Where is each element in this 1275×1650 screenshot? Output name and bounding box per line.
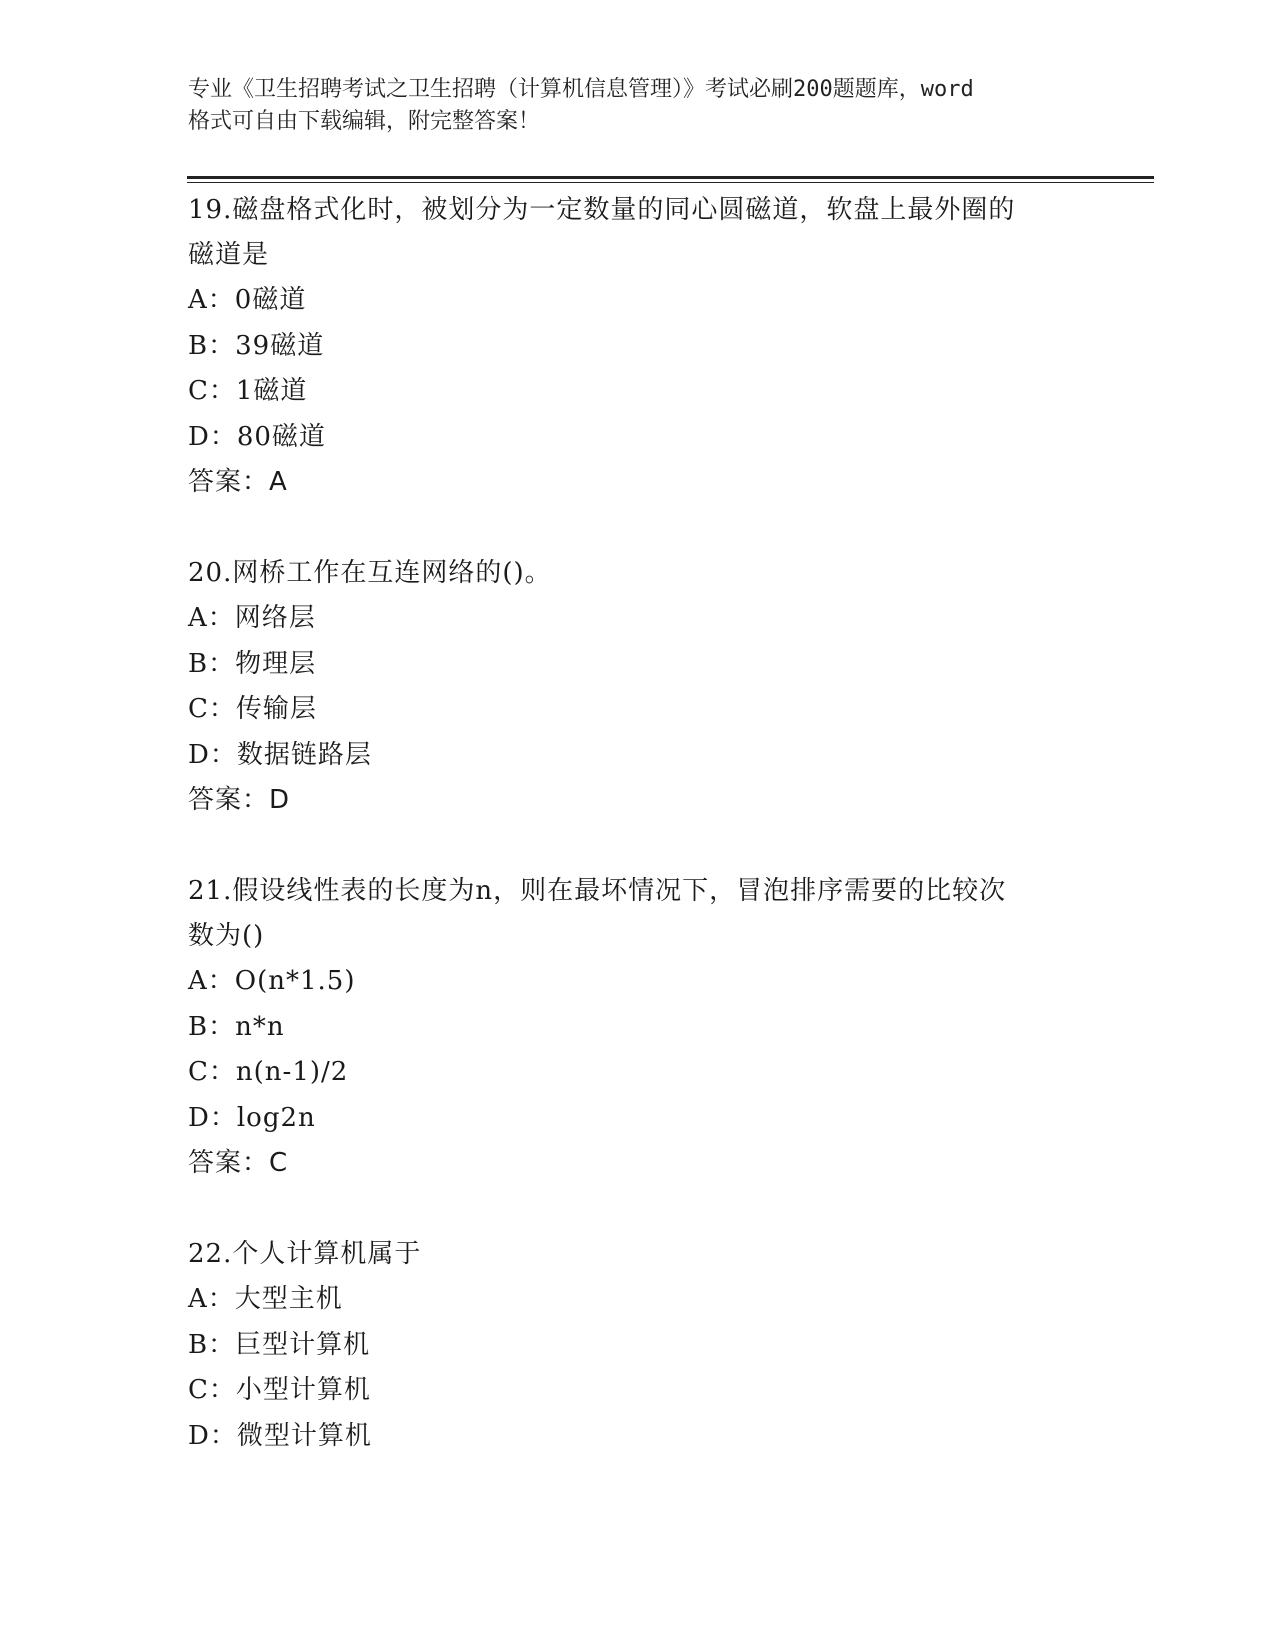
question-20 bbox=[188, 551, 1088, 823]
answer-line: 答案：D bbox=[188, 785, 291, 815]
option-c: C：传输层 bbox=[188, 694, 317, 724]
answer-line: 答案：C bbox=[188, 1148, 289, 1178]
question-stem-line-2: 数为() bbox=[188, 921, 265, 951]
option-d: D：log2n bbox=[188, 1102, 316, 1133]
answer-line: 答案：A bbox=[188, 467, 288, 497]
option-a: A：网络层 bbox=[188, 603, 316, 633]
question-stem-line-2: 磁道是 bbox=[188, 240, 270, 270]
option-b: B：物理层 bbox=[188, 648, 317, 679]
question-stem-line-1: 21.假设线性表的长度为n，则在最坏情况下，冒泡排序需要的比较次 bbox=[188, 876, 1007, 906]
option-d: D：数据链路层 bbox=[188, 739, 372, 770]
option-b: B：巨型计算机 bbox=[188, 1329, 371, 1360]
question-22 bbox=[188, 1232, 1088, 1459]
option-a: A：0磁道 bbox=[188, 285, 307, 315]
header-divider-thin bbox=[187, 182, 1154, 183]
option-b: B：39磁道 bbox=[188, 330, 325, 361]
question-19 bbox=[188, 188, 1088, 505]
option-c: C：n(n-1)/2 bbox=[188, 1057, 349, 1087]
question-stem-line-1: 19.磁盘格式化时，被划分为一定数量的同心圆磁道，软盘上最外圈的 bbox=[188, 195, 1016, 225]
option-d: D：80磁道 bbox=[188, 421, 326, 452]
question-21 bbox=[188, 869, 1088, 1186]
header-line-1: 专业《卫生招聘考试之卫生招聘（计算机信息管理）》考试必刷200题题库，word bbox=[188, 77, 974, 102]
document-header bbox=[188, 74, 1088, 138]
option-c: C：小型计算机 bbox=[188, 1375, 371, 1405]
header-divider-thick bbox=[187, 176, 1154, 179]
option-c: C：1磁道 bbox=[188, 376, 308, 406]
option-a: A：大型主机 bbox=[188, 1284, 343, 1314]
question-stem-line-1: 20.网桥工作在互连网络的()。 bbox=[188, 558, 552, 588]
option-a: A：O(n*1.5) bbox=[188, 966, 356, 996]
header-line-2: 格式可自由下载编辑，附完整答案！ bbox=[188, 109, 541, 134]
question-list bbox=[188, 188, 1088, 1459]
option-b: B：n*n bbox=[188, 1011, 285, 1042]
question-stem-line-1: 22.个人计算机属于 bbox=[188, 1239, 422, 1269]
option-d: D：微型计算机 bbox=[188, 1420, 372, 1451]
